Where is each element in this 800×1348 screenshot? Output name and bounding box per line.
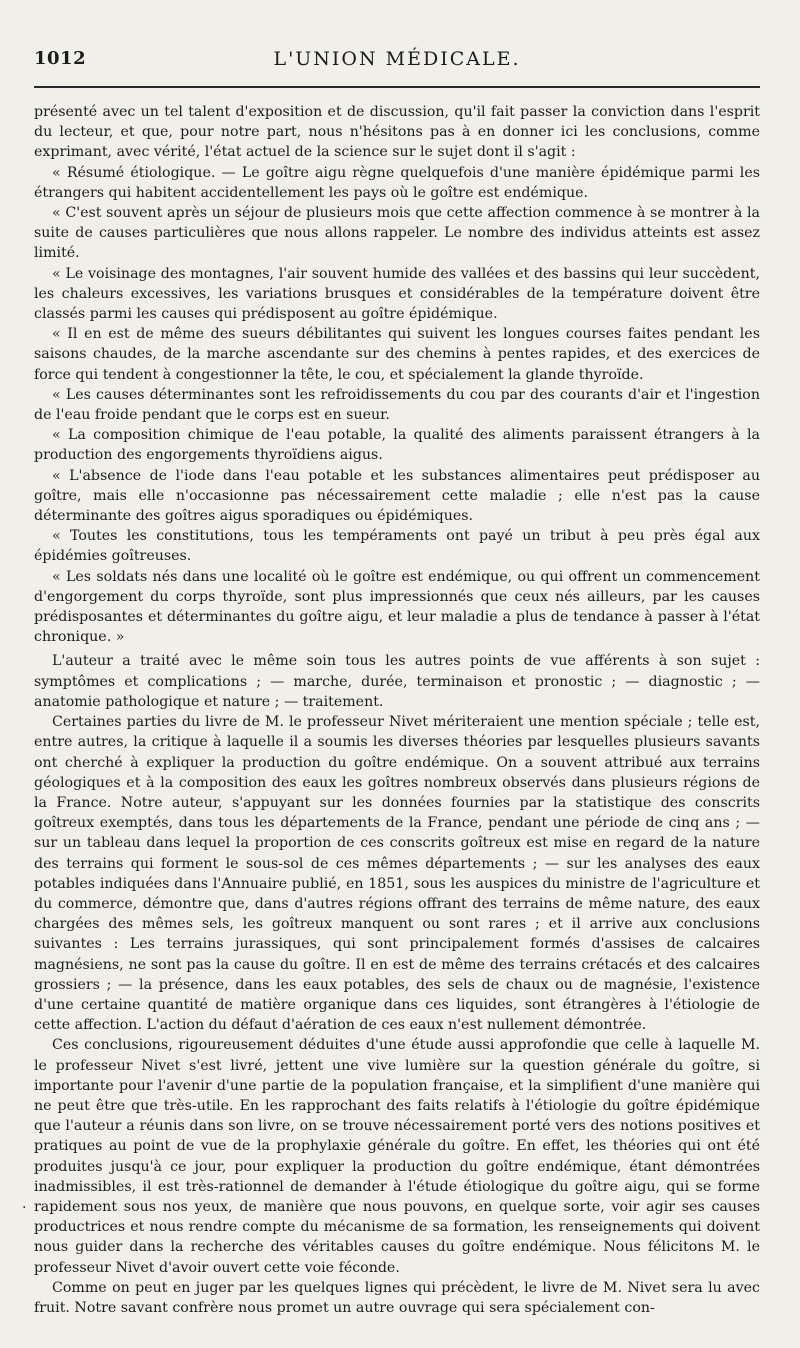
paragraph-comme-on-peut: Comme on peut en juger par les quelques lignes qui précèdent, le livre de M. Nivet sera lu avec fruit. Notre savant confrère nous promet un autre ouvrage qui sera spécialement con- <box>34 1279 760 1316</box>
paragraph-auteur-traite: L'auteur a traité avec le même soin tous les autres points de vue afférents à son sujet : symptômes et complications ; — marche, durée, terminaison et pronostic ; — diagnostic ; — anatomie pathologique et nature ; — traitement. <box>34 653 760 710</box>
paragraph-sejour: « C'est souvent après un séjour de plusieurs mois que cette affection commence à se montrer à la suite de causes particulières que nous allons rappeler. Le nombre des individus atteints est assez limité. <box>34 205 760 262</box>
header-rule <box>34 86 760 88</box>
paragraph-soldats: « Les soldats nés dans une localité où le goître est endémique, ou qui offrent un commencement d'engorgement du corps thyroïde, sont plus impressionnés que ceux nés ailleurs, par les causes prédisposantes et déterminantes du goître aigu, et leur maladie a plus de tendance à passer à l'état chronique. » <box>34 568 760 646</box>
paragraph-iode: « L'absence de l'iode dans l'eau potable et les substances alimentaires peut prédisposer au goître, mais elle n'occasionne pas nécessairement cette maladie ; elle n'est pas la cause déterminante des goîtres aigus sporadiques ou épidémiques. <box>34 467 760 525</box>
paragraph-constitutions: « Toutes les constitutions, tous les tempéraments ont payé un tribut à peu près égal aux épidémies goîtreuses. <box>34 528 760 565</box>
paragraph-ces-conclusions: Ces conclusions, rigoureusement déduites d'une étude aussi approfondie que celle à laquelle M. le professeur Nivet s'est livré, jettent une vive lumière sur la question générale du goître, si importante pour l'avenir d'une partie de la population française, et la simplifient d'une manière qui ne peut être que très-utile. En les rapprochant des faits relatifs à l'étiologie du goître épidémique que l'auteur a réunis dans son livre, on se trouve nécessairement porté vers des notions positives et pratiques au point de vue de la prophylaxie générale du goître. En effet, les théories qui ont été produites jusqu'à ce jour, pour expliquer la production du goître endémique, étant démontrées inadmissibles, il est très-rationnel de demander à l'étude étiologique du goître aigu, qui se forme rapidement sous nos yeux, de manière que nous pouvons, en quelque sorte, voir agir ses causes productrices et nous rendre compte du mécanisme de sa formation, les renseignements qui doivent nous guider dans la recherche des véritables causes du goître endémique. Nous félicitons M. le professeur Nivet d'avoir ouvert cette voie féconde. <box>34 1037 760 1276</box>
page-header <box>34 40 760 74</box>
running-title: L'UNION MÉDICALE. <box>273 48 521 70</box>
paragraph-resume-etiologique: « Résumé étiologique. — Le goître aigu règne quelquefois d'une manière épidémique parmi les étrangers qui habitent accidentellement les pays où le goître est endémique. <box>34 164 760 201</box>
page-number: 1012 <box>34 48 87 69</box>
margin-mark: . <box>22 1196 27 1212</box>
paragraph-causes-determinantes: « Les causes déterminantes sont les refroidissements du cou par des courants d'air et l'ingestion de l'eau froide pendant que le corps est en sueur. <box>34 386 760 424</box>
paragraph-certaines-parties: Certaines parties du livre de M. le professeur Nivet mériteraient une mention spéciale ; telle est, entre autres, la critique à laquelle il a soumis les diverses théories par lesquelles plusieurs savants ont cherché à expliquer la production du goître endémique. On a souvent attribué aux terrains géologiques et à la composition des eaux les goîtres nombreux observés dans plusieurs régions de la France. Notre auteur, s'appuyant sur les données fournies par la statistique des conscrits goîtreux exemptés, dans tous les départements de la France, pendant une période de cinq ans ; — sur un tableau dans lequel la proportion de ces conscrits goîtreux est mise en regard de la nature des terrains qui forment le sous-sol de ces mêmes départements ; — sur les analyses des eaux potables indiquées dans l'Annuaire publié, en 1851, sous les auspices du ministre de l'agriculture et du commerce, démontre que, dans d'autres régions offrant des terrains de même nature, des eaux chargées des mêmes sels, les goîtreux manquent ou sont rares ; et il arrive aux conclusions suivantes : Les terrains jurassiques, qui sont principalement formés d'assises de calcaires magnésiens, ne sont pas la cause du goître. Il en est de même des terrains crétacés et des calcaires grossiers ; — la présence, dans les eaux potables, des sels de chaux ou de magnésie, l'existence d'une certaine quantité de matière organique dans ces liquides, sont étrangères à l'étiologie de cette affection. L'action du défaut d'aération de ces eaux n'est nullement démontrée. <box>34 714 760 1034</box>
paragraph-intro: présenté avec un tel talent d'exposition et de discussion, qu'il fait passer la conviction dans l'esprit du lecteur, et que, pour notre part, nous n'hésitons pas à en donner ici les conclusions, comme exprimant, avec vérité, l'état actuel de la science sur le sujet dont il s'agit : <box>34 104 760 161</box>
paragraph-sueurs: « Il en est de même des sueurs débilitantes qui suivent les longues courses faites pendant les saisons chaudes, de la marche ascendante sur des chemins à pentes rapides, et des exercices de force qui tendent à congestionner la tête, le cou, et spécialement la glande thyroïde. <box>34 326 760 383</box>
article-body <box>34 102 760 1318</box>
paragraph-composition-chimique: « La composition chimique de l'eau potable, la qualité des aliments paraissent étrangers à la production des engorgements thyroïdiens aigus. <box>34 427 760 464</box>
paragraph-voisinage: « Le voisinage des montagnes, l'air souvent humide des vallées et des bassins qui leur succèdent, les chaleurs excessives, les variations brusques et considérables de la température doivent être classés parmi les causes qui prédisposent au goître épidémique. <box>34 265 760 323</box>
